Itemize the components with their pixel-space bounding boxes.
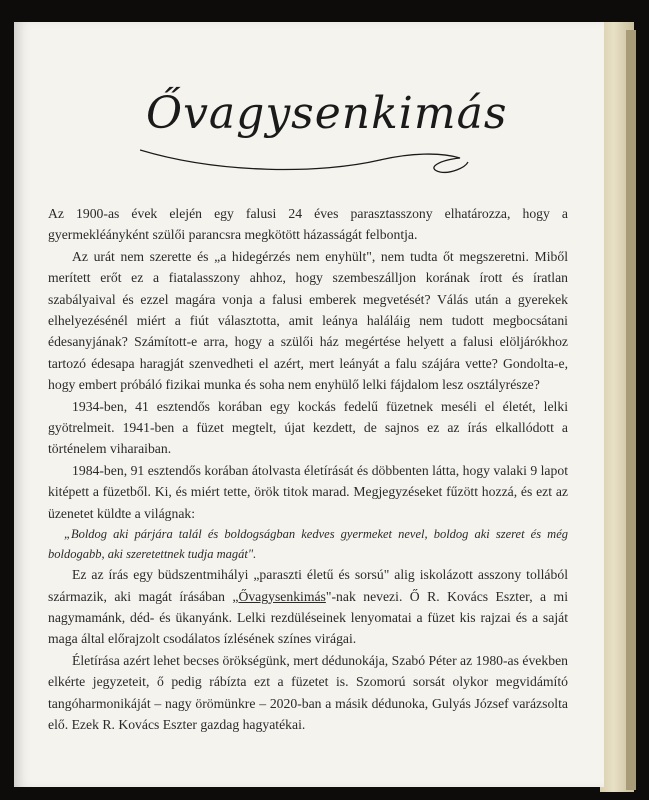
book-cover-edge [626,30,636,790]
paragraph-2: Az urát nem szerette és „a hidegérzés nem enyhült", nem tudta őt megszeretni. Miből merített erőt ez a fiatalasszony ahhoz, hogy szembeszálljon korának írott és íratlan szabályaival és ezzel magára vonja a falusi emberek megvetését? Válás után a gyerekek elhelyezésénél miért a fiút választotta, amit leánya haláláig nem tudott megbocsátani édesanyjának? Számított-e arra, hogy a szülői ház megértése helyett a falusi elöljárókhoz tartozó édesapa haragját szenvedheti el azért, mert leányát a falu szájára vette? Gondolta-e, hogy embert próbáló fizikai munka és soha nem enyhülő lelki fájdalom lesz osztályrésze? [48,248,568,393]
underlined-title-word: Ővagysenkimás [238,588,326,604]
body-text [48,203,568,735]
paragraph-6: Életírása azért lehet becses örökségünk, mert dédunokája, Szabó Péter az 1980-as években elkérte jegyzeteit, ő pedig rábízta ezt a füzetet is. Szomorú sorsát olykor megvidámító tangóharmonikáját – nagy örömünkre – 2020-ban a másik dédunoka, Gulyás József varázsolta elő. Ezek R. Kovács Eszter gazdag hagyatékai. [48,652,568,732]
paragraph-3: 1934-ben, 41 esztendős korában egy kockás fedelű füzetnek meséli el életét, lelki gyötrelmeit. 1941-ben a füzet megtelt, újat kezdett, de sajnos ez az írás elkallódott a történelem viharaiban. [48,398,568,457]
paragraph-5-start: Ez az írás egy büdszentmihályi „paraszti életű és sorsú" alig iskolázott asszony tollából származik, aki magát írásában „ [48,567,568,604]
page-title: Ővagysenkimás [146,88,508,139]
paragraph-1: Az 1900-as évek elején egy falusi 24 éves parasztasszony elhatározza, hogy a gyermekléányként szülői parancsra megkötött házasságát felbontja. [48,206,568,243]
paragraph-4: 1984-ben, 91 esztendős korában átolvasta életírását és döbbenten látta, hogy valaki 9 lapot kitépett a füzetből. Ki, és miért tette, örök titok marad. Megjegyzéseket fűzött hozzá, és ezt az üzenetet küldte a világnak: [48,462,568,521]
paragraph-5 [48,564,568,650]
quote-paragraph: „Boldog aki párjára talál és boldogságban kedves gyermeket nevel, boldog aki szeret és még boldogabb, aki szeretettnek tudja magát". [48,527,568,562]
paragraph-5-end: "-nak nevezi. Ő R. Kovács Eszter, a mi nagymamánk, déd- és ükanyánk. Lelki rezdüléseinek lenyomatai a füzet kis rajzai és a saját maga által előrajzolt csodálatos ízlésének színes virágai. [48,588,568,647]
title-flourish [140,138,470,178]
